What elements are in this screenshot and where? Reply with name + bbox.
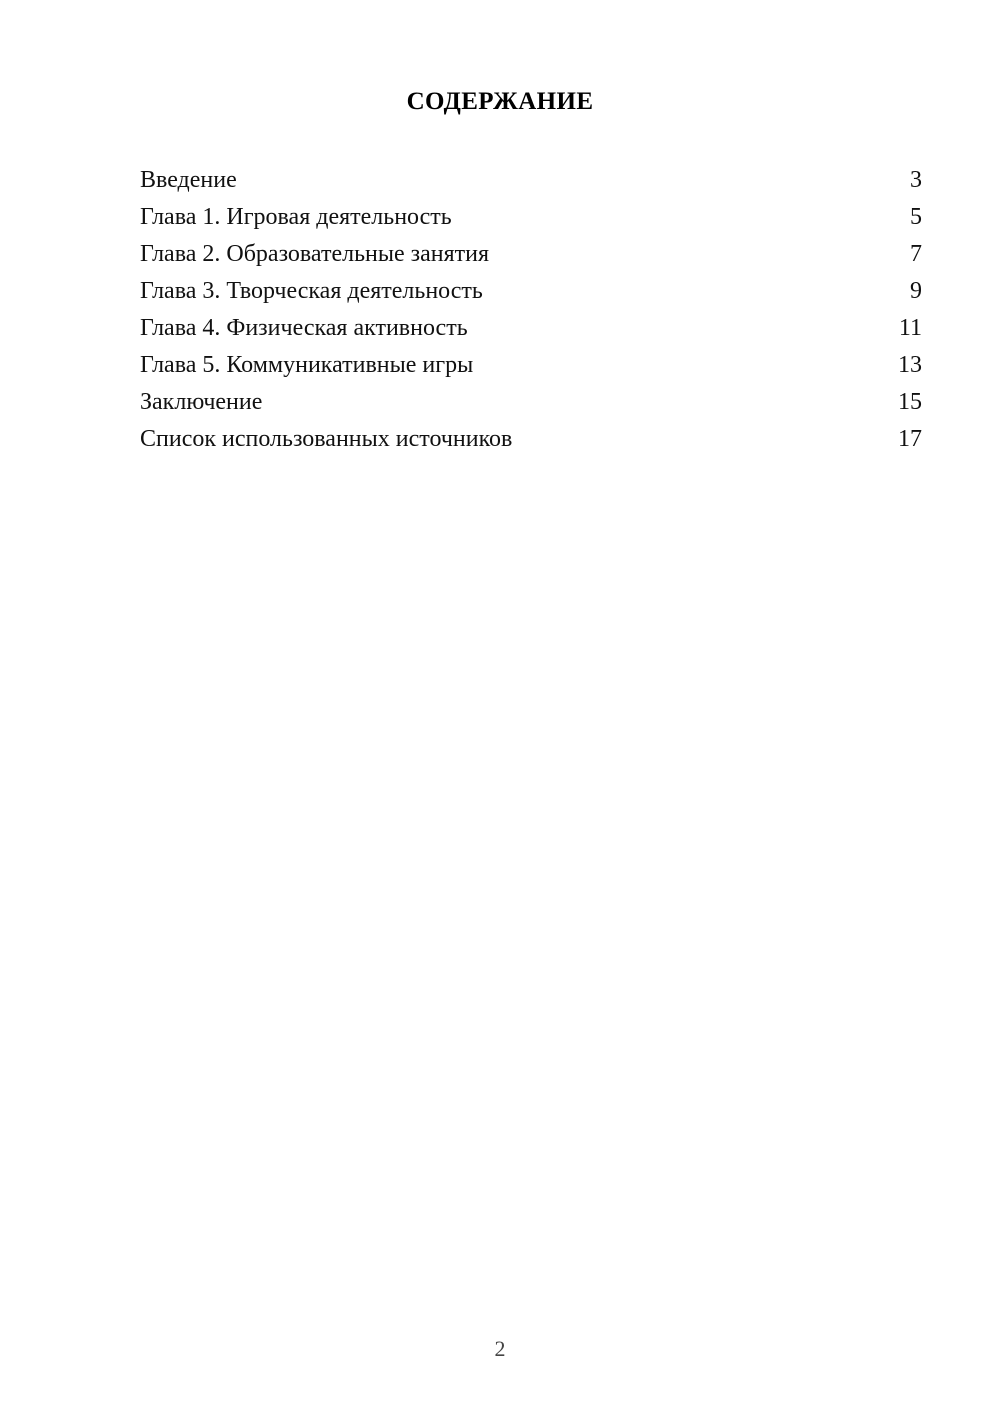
toc-entry-page: 17 — [898, 426, 922, 452]
toc-entry-label: Глава 1. Игровая деятельность — [140, 204, 452, 230]
page-title: СОДЕРЖАНИЕ — [406, 88, 594, 115]
toc-entry[interactable] — [140, 421, 922, 458]
toc-entry-page: 13 — [898, 352, 922, 378]
toc-entry[interactable] — [140, 162, 922, 199]
toc-entry-label: Глава 2. Образовательные занятия — [140, 241, 490, 267]
toc-entry[interactable] — [140, 347, 922, 384]
toc-entry[interactable] — [140, 384, 922, 421]
toc-entry-page: 15 — [898, 389, 922, 415]
toc-entry-page: 3 — [910, 167, 922, 193]
toc-entry-label: Глава 5. Коммуникативные игры — [140, 352, 474, 378]
table-of-contents — [140, 162, 922, 458]
toc-entry[interactable] — [140, 273, 922, 310]
toc-entry-label: Глава 4. Физическая активность — [140, 315, 468, 341]
toc-entry-page: 11 — [898, 315, 922, 341]
toc-entry-label: Введение — [140, 167, 237, 193]
toc-entry-label: Список использованных источников — [140, 426, 513, 452]
toc-entry-page: 5 — [910, 204, 922, 230]
toc-entry-label: Заключение — [140, 389, 263, 415]
toc-entry[interactable] — [140, 199, 922, 236]
toc-entry-page: 9 — [910, 278, 922, 304]
toc-entry[interactable] — [140, 310, 922, 347]
toc-entry-label: Глава 3. Творческая деятельность — [140, 278, 483, 304]
toc-entry-page: 7 — [910, 241, 922, 267]
toc-entry[interactable] — [140, 236, 922, 273]
page-number: 2 — [494, 1336, 506, 1361]
